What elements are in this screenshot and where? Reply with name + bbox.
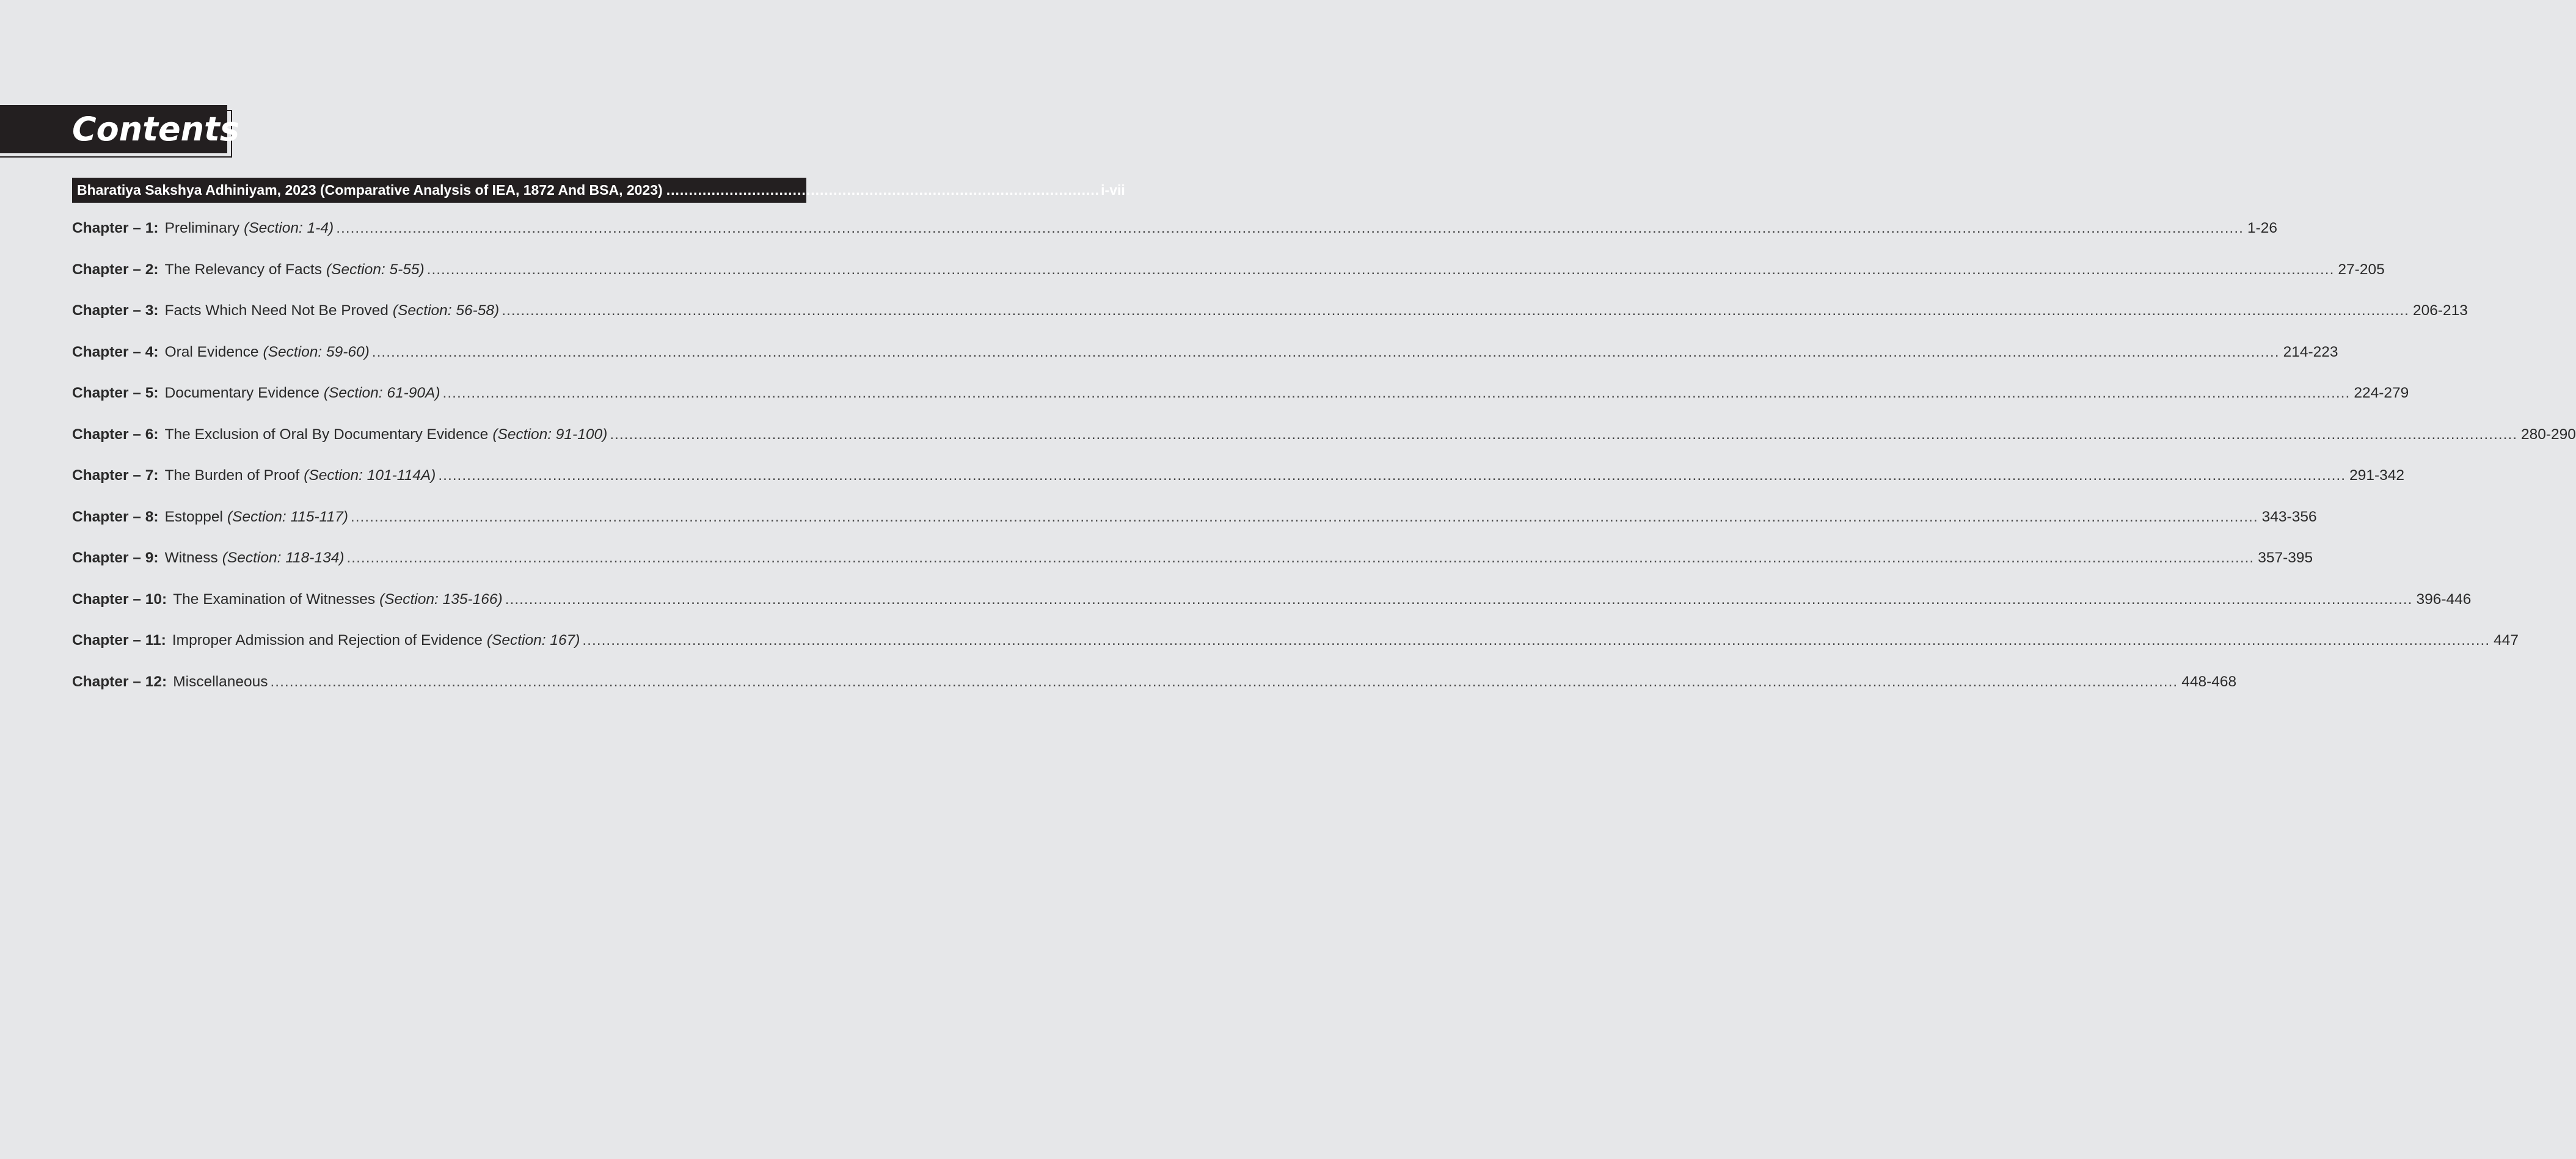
dot-leader: ................................................................................................................................................................................................................................................................................................................................................................................................................: [438, 467, 2346, 484]
chapter-title: Improper Admission and Rejection of Evidence: [172, 632, 483, 649]
chapter-pages: 396-446: [2416, 590, 2472, 608]
chapter-entry[interactable]: [72, 673, 2237, 715]
chapter-entry[interactable]: [72, 343, 2338, 385]
chapter-pages: 214-223: [2283, 343, 2338, 360]
chapter-label: Chapter – 6:: [72, 426, 159, 443]
chapter-section-range: (Section: 118-134): [222, 550, 345, 566]
chapter-section-range: (Section: 135-166): [379, 590, 503, 608]
chapter-pages: 357-395: [2258, 550, 2313, 566]
chapter-pages: 291-342: [2349, 467, 2405, 484]
dot-leader: ................................................................................................................................................................................................................................................................................................................................................................................................................: [582, 632, 2490, 649]
chapter-section-range: (Section: 61-90A): [323, 385, 440, 401]
chapter-title: Oral Evidence: [164, 343, 259, 360]
chapter-pages: 343-356: [2261, 508, 2317, 525]
chapter-label: Chapter – 5:: [72, 385, 159, 401]
dot-leader: ................................................................................................................................................................................................................................................................................................................................................................................................................: [270, 673, 2178, 690]
chapter-entry[interactable]: [72, 550, 2313, 591]
dot-leader: ................................................................................................................................................................................................................................................................................................................................................................................................................: [505, 590, 2413, 608]
chapter-pages: 280-290: [2521, 426, 2576, 443]
chapter-pages: 1-26: [2247, 220, 2277, 236]
chapter-label: Chapter – 4:: [72, 343, 159, 360]
intro-title: Bharatiya Sakshya Adhiniyam, 2023 (Comparative Analysis of IEA, 1872 And BSA, 2023): [77, 182, 663, 198]
dot-leader: ................................................................................................................................................................................................................................................................................................................................................................................................................: [371, 343, 2280, 360]
chapter-pages: 27-205: [2338, 261, 2385, 278]
dot-leader: ................................................................................................................................................................................................................................................................................................................................................................................................................: [336, 220, 2244, 236]
chapter-title: The Relevancy of Facts: [164, 261, 322, 278]
intro-pages: i-vii: [1101, 182, 1125, 198]
chapter-entry[interactable]: [72, 261, 2385, 303]
chapter-entry[interactable]: [72, 302, 2468, 344]
chapter-section-range: (Section: 56-58): [392, 302, 500, 319]
chapter-pages: 206-213: [2412, 302, 2468, 319]
chapter-entry[interactable]: [72, 590, 2472, 633]
chapter-label: Chapter – 10:: [72, 590, 167, 608]
chapter-label: Chapter – 11:: [72, 632, 166, 649]
chapter-pages: 448-468: [2181, 673, 2237, 690]
chapter-label: Chapter – 3:: [72, 302, 159, 319]
chapter-section-range: (Section: 59-60): [263, 343, 370, 360]
chapter-label: Chapter – 8:: [72, 508, 159, 525]
chapter-section-range: (Section: 91-100): [492, 426, 608, 443]
chapter-title: Estoppel: [164, 508, 223, 525]
page-title: Contents: [72, 110, 240, 148]
chapter-title: Facts Which Need Not Be Proved: [164, 302, 389, 319]
table-of-contents: [72, 220, 2576, 714]
dot-leader: ................................................................................................: [666, 182, 1100, 198]
chapter-label: Chapter – 9:: [72, 550, 159, 566]
chapter-title: The Burden of Proof: [164, 467, 300, 484]
chapter-section-range: (Section: 115-117): [227, 508, 348, 525]
chapter-label: Chapter – 2:: [72, 261, 159, 278]
dot-leader: ................................................................................................................................................................................................................................................................................................................................................................................................................: [346, 550, 2255, 566]
chapter-section-range: (Section: 5-55): [326, 261, 425, 278]
dot-leader: ................................................................................................................................................................................................................................................................................................................................................................................................................: [502, 302, 2409, 319]
chapter-title: Witness: [164, 550, 218, 566]
chapter-section-range: (Section: 101-114A): [304, 467, 436, 484]
intro-entry[interactable]: [72, 178, 1125, 203]
chapter-title: The Examination of Witnesses: [173, 590, 376, 608]
dot-leader: ................................................................................................................................................................................................................................................................................................................................................................................................................: [442, 385, 2351, 401]
dot-leader: ................................................................................................................................................................................................................................................................................................................................................................................................................: [350, 508, 2258, 525]
chapter-section-range: (Section: 167): [486, 632, 580, 649]
dot-leader: ................................................................................................................................................................................................................................................................................................................................................................................................................: [610, 426, 2518, 443]
chapter-title: The Exclusion of Oral By Documentary Evidence: [164, 426, 489, 443]
chapter-entry[interactable]: [72, 385, 2409, 426]
chapter-label: Chapter – 1:: [72, 220, 159, 236]
chapter-label: Chapter – 7:: [72, 467, 159, 484]
chapter-title: Preliminary: [164, 220, 240, 236]
chapter-title: Documentary Evidence: [164, 385, 319, 401]
chapter-title: Miscellaneous: [173, 673, 268, 690]
chapter-entry[interactable]: [72, 632, 2519, 674]
chapter-section-range: (Section: 1-4): [244, 220, 334, 236]
dot-leader: ................................................................................................................................................................................................................................................................................................................................................................................................................: [426, 261, 2335, 278]
chapter-pages: 224-279: [2354, 385, 2409, 401]
chapter-pages: 447: [2494, 632, 2519, 649]
chapter-label: Chapter – 12:: [72, 673, 167, 690]
chapter-entry[interactable]: [72, 467, 2405, 509]
chapter-entry[interactable]: [72, 508, 2317, 550]
chapter-entry[interactable]: [72, 426, 2576, 468]
chapter-entry[interactable]: [72, 220, 2277, 261]
